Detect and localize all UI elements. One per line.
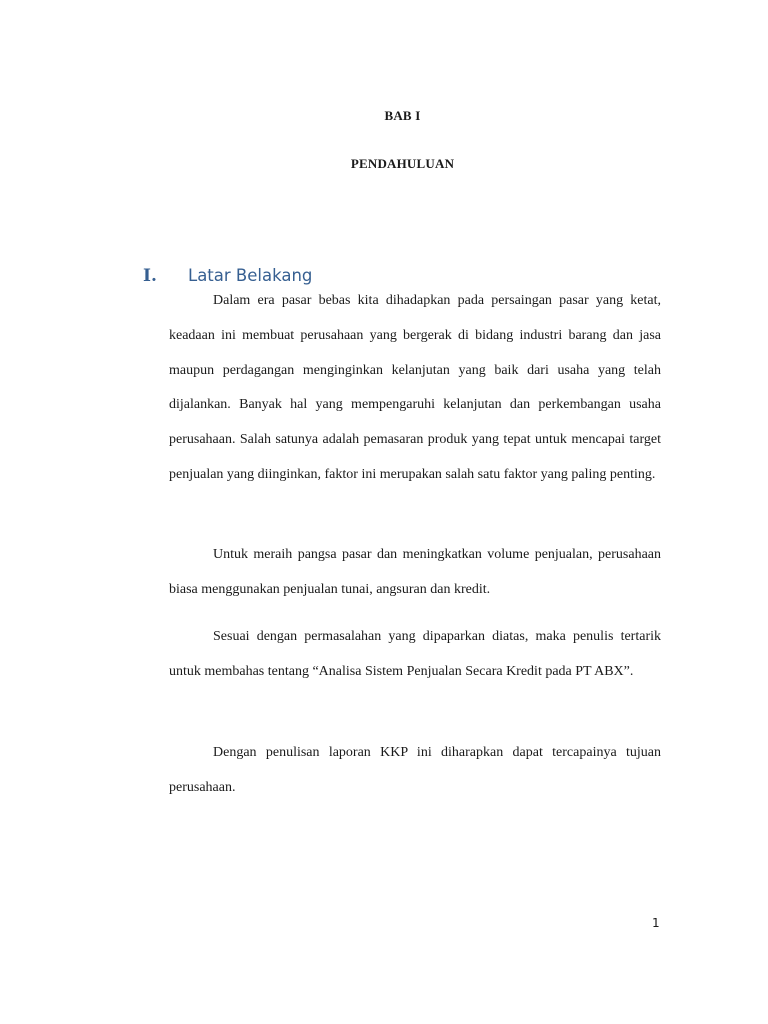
page-number: 1 — [652, 916, 660, 930]
section-heading — [143, 266, 312, 286]
paragraph-1: Dalam era pasar bebas kita dihadapkan pada persaingan pasar yang ketat, keadaan ini membuat perusahaan yang bergerak di bidang industri barang dan jasa maupun perdagangan menginginkan kelanjutan yang baik dari usaha yang telah dijalankan. Banyak hal yang mempengaruhi kelanjutan dan perkembangan usaha perusahaan. Salah satunya adalah pemasaran produk yang tepat untuk mencapai target penjualan yang diinginkan, faktor ini merupakan salah satu faktor yang paling penting. — [169, 293, 661, 482]
chapter-title: PENDAHULUAN — [350, 156, 455, 171]
section-title: Latar Belakang — [188, 266, 313, 285]
paragraph-4: Dengan penulisan laporan KKP ini diharapkan dapat tercapainya tujuan perusahaan. — [169, 745, 661, 795]
section-number: I. — [143, 266, 157, 286]
chapter-label: BAB I — [384, 108, 421, 123]
paragraph-2: Untuk meraih pangsa pasar dan meningkatkan volume penjualan, perusahaan biasa menggunakan penjualan tunai, angsuran dan kredit. — [169, 547, 661, 597]
paragraph-3: Sesuai dengan permasalahan yang dipaparkan diatas, maka penulis tertarik untuk membahas tentang “Analisa Sistem Penjualan Secara Kredit pada PT ABX”. — [169, 629, 661, 679]
